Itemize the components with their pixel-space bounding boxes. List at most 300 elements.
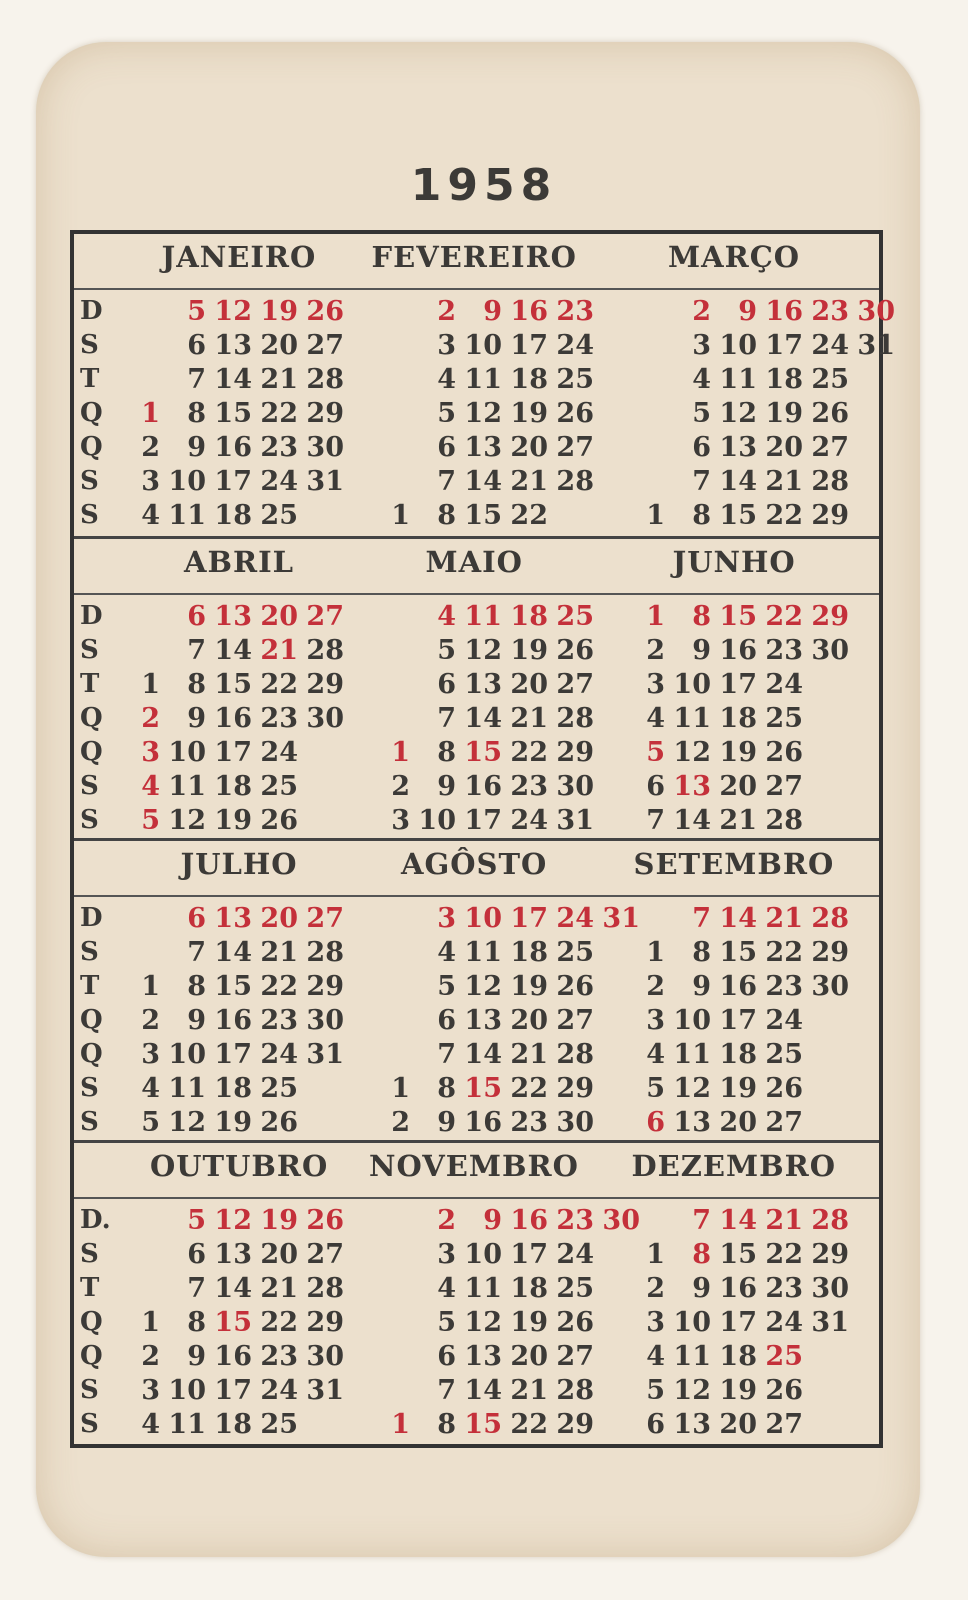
calendar-day: 8 <box>187 1307 206 1338</box>
calendar-day: 8 <box>437 500 456 531</box>
calendar-day: 16 <box>510 296 548 327</box>
calendar-day: 15 <box>214 669 252 700</box>
calendar-day: 12 <box>464 1307 502 1338</box>
calendar-day: 17 <box>719 669 757 700</box>
calendar-day: 12 <box>214 296 252 327</box>
calendar-day: 23 <box>765 635 803 666</box>
calendar-day: 31 <box>306 1375 344 1406</box>
calendar-day: 25 <box>765 703 803 734</box>
calendar-day: 9 <box>692 971 711 1002</box>
calendar-day: 25 <box>260 1409 298 1440</box>
calendar-day: 6 <box>437 1005 456 1036</box>
calendar-day: 31 <box>857 330 895 361</box>
calendar-day: 15 <box>214 398 252 429</box>
calendar-day: 22 <box>260 669 298 700</box>
calendar-day: 27 <box>306 1239 344 1270</box>
calendar-day: 8 <box>187 398 206 429</box>
calendar-day: 9 <box>692 635 711 666</box>
calendar-day: 27 <box>811 432 849 463</box>
calendar-day: 13 <box>214 601 252 632</box>
calendar-day: 3 <box>391 805 410 836</box>
month-name: NOVEMBRO <box>369 1149 579 1183</box>
calendar-day: 11 <box>673 703 711 734</box>
calendar-day: 21 <box>510 1375 548 1406</box>
calendar-day: 18 <box>765 364 803 395</box>
calendar-day: 10 <box>168 466 206 497</box>
calendar-day: 1 <box>646 601 665 632</box>
weekday-letter: S <box>80 635 99 665</box>
calendar-day: 10 <box>673 1005 711 1036</box>
calendar-day: 8 <box>692 1239 711 1270</box>
calendar-day: 13 <box>719 432 757 463</box>
calendar-day: 16 <box>765 296 803 327</box>
calendar-day: 21 <box>765 466 803 497</box>
calendar-day: 8 <box>692 601 711 632</box>
calendar-day: 20 <box>510 1005 548 1036</box>
calendar-day: 20 <box>765 432 803 463</box>
calendar-day: 4 <box>646 1039 665 1070</box>
weekday-letter: S <box>80 805 99 835</box>
calendar-day: 26 <box>556 398 594 429</box>
calendar-day: 5 <box>646 1375 665 1406</box>
calendar-day: 5 <box>646 1073 665 1104</box>
month-name: AGÔSTO <box>401 847 548 881</box>
calendar-day: 8 <box>437 1073 456 1104</box>
calendar-day: 13 <box>214 903 252 934</box>
calendar-day: 30 <box>556 771 594 802</box>
calendar-day: 28 <box>556 466 594 497</box>
weekday-letter: D <box>80 296 103 326</box>
calendar-day: 1 <box>646 1239 665 1270</box>
calendar-day: 4 <box>646 703 665 734</box>
calendar-day: 30 <box>556 1107 594 1138</box>
calendar-day: 28 <box>765 805 803 836</box>
calendar-day: 27 <box>556 1005 594 1036</box>
calendar-day: 6 <box>187 330 206 361</box>
calendar-year: 1958 <box>410 160 558 211</box>
calendar-day: 18 <box>510 1273 548 1304</box>
calendar-day: 26 <box>765 1073 803 1104</box>
calendar-day: 15 <box>214 1307 252 1338</box>
calendar-day: 22 <box>765 601 803 632</box>
calendar-day: 12 <box>673 737 711 768</box>
calendar-day: 13 <box>214 330 252 361</box>
weekday-letter: S <box>80 500 99 530</box>
calendar-day: 19 <box>214 805 252 836</box>
calendar-day: 19 <box>260 1205 298 1236</box>
calendar-day: 3 <box>437 903 456 934</box>
calendar-day: 28 <box>306 937 344 968</box>
calendar-day: 22 <box>510 500 548 531</box>
calendar-day: 26 <box>556 1307 594 1338</box>
calendar-day: 28 <box>811 903 849 934</box>
calendar-day: 14 <box>673 805 711 836</box>
calendar-day: 23 <box>765 971 803 1002</box>
calendar-day: 1 <box>141 971 160 1002</box>
calendar-day: 12 <box>464 635 502 666</box>
weekday-letter: T <box>80 971 100 1001</box>
weekday-letter: Q <box>80 398 103 428</box>
calendar-day: 22 <box>510 1073 548 1104</box>
calendar-day: 27 <box>765 1409 803 1440</box>
calendar-day: 5 <box>692 398 711 429</box>
calendar-day: 20 <box>260 1239 298 1270</box>
calendar-day: 31 <box>306 1039 344 1070</box>
calendar-day: 25 <box>260 500 298 531</box>
calendar-day: 24 <box>765 669 803 700</box>
calendar-day: 15 <box>719 937 757 968</box>
calendar-day: 29 <box>556 737 594 768</box>
calendar-day: 6 <box>187 601 206 632</box>
calendar-day: 15 <box>464 1409 502 1440</box>
calendar-day: 20 <box>510 432 548 463</box>
calendar-day: 2 <box>646 971 665 1002</box>
calendar-day: 10 <box>168 737 206 768</box>
month-name: MAIO <box>425 545 523 579</box>
calendar-day: 27 <box>765 771 803 802</box>
weekday-letter: Q <box>80 1005 103 1035</box>
calendar-day: 27 <box>306 601 344 632</box>
weekday-letter: Q <box>80 432 103 462</box>
calendar-day: 10 <box>673 669 711 700</box>
calendar-day: 23 <box>510 771 548 802</box>
calendar-day: 15 <box>464 500 502 531</box>
weekday-letter: D. <box>80 1205 111 1235</box>
calendar-day: 7 <box>437 466 456 497</box>
calendar-day: 6 <box>646 771 665 802</box>
calendar-day: 17 <box>214 1039 252 1070</box>
calendar-day: 25 <box>556 937 594 968</box>
month-name: OUTUBRO <box>150 1149 329 1183</box>
calendar-day: 6 <box>187 1239 206 1270</box>
calendar-day: 15 <box>464 737 502 768</box>
calendar-day: 18 <box>510 364 548 395</box>
calendar-day: 9 <box>437 1107 456 1138</box>
calendar-day: 15 <box>214 971 252 1002</box>
calendar-day: 11 <box>168 1409 206 1440</box>
calendar-day: 27 <box>765 1107 803 1138</box>
calendar-day: 25 <box>556 1273 594 1304</box>
calendar-grid <box>70 230 895 1448</box>
calendar-day: 4 <box>141 500 160 531</box>
calendar-day: 17 <box>719 1005 757 1036</box>
calendar-day: 7 <box>187 937 206 968</box>
month-name: JULHO <box>180 847 298 881</box>
calendar-day: 21 <box>260 364 298 395</box>
calendar-day: 14 <box>214 635 252 666</box>
weekday-letter: Q <box>80 1307 103 1337</box>
calendar-day: 28 <box>556 1375 594 1406</box>
calendar-day: 30 <box>306 1341 344 1372</box>
calendar-day: 24 <box>811 330 849 361</box>
calendar-day: 1 <box>141 669 160 700</box>
calendar-day: 29 <box>306 1307 344 1338</box>
calendar-day: 8 <box>692 937 711 968</box>
calendar-day: 9 <box>187 1341 206 1372</box>
weekday-letter: S <box>80 1107 99 1137</box>
calendar-day: 7 <box>692 903 711 934</box>
calendar-day: 29 <box>306 398 344 429</box>
calendar-day: 26 <box>765 737 803 768</box>
calendar-day: 9 <box>483 296 502 327</box>
calendar-day: 11 <box>168 1073 206 1104</box>
calendar-day: 30 <box>306 432 344 463</box>
calendar-day: 25 <box>765 1039 803 1070</box>
calendar-day: 17 <box>464 805 502 836</box>
calendar-day: 12 <box>673 1375 711 1406</box>
calendar-day: 24 <box>260 1039 298 1070</box>
calendar-day: 4 <box>437 1273 456 1304</box>
calendar-day: 14 <box>214 1273 252 1304</box>
calendar-day: 25 <box>556 364 594 395</box>
calendar-day: 20 <box>719 1107 757 1138</box>
calendar-day: 17 <box>765 330 803 361</box>
calendar-day: 28 <box>556 1039 594 1070</box>
calendar-day: 4 <box>141 771 160 802</box>
calendar-day: 15 <box>719 601 757 632</box>
calendar-day: 11 <box>464 364 502 395</box>
calendar-day: 6 <box>187 903 206 934</box>
calendar-day: 16 <box>214 1005 252 1036</box>
calendar-day: 13 <box>214 1239 252 1270</box>
calendar-day: 22 <box>510 1409 548 1440</box>
calendar-day: 27 <box>306 330 344 361</box>
calendar-day: 24 <box>260 737 298 768</box>
calendar-day: 24 <box>556 1239 594 1270</box>
calendar-day: 18 <box>510 601 548 632</box>
calendar-day: 2 <box>391 771 410 802</box>
calendar-day: 14 <box>464 703 502 734</box>
weekday-letter: S <box>80 1375 99 1405</box>
calendar-day: 24 <box>765 1005 803 1036</box>
calendar-day: 23 <box>556 296 594 327</box>
calendar-day: 25 <box>260 771 298 802</box>
calendar-day: 23 <box>260 703 298 734</box>
weekday-letter: T <box>80 1273 100 1303</box>
calendar-day: 5 <box>141 1107 160 1138</box>
calendar-day: 13 <box>673 1107 711 1138</box>
calendar-day: 13 <box>464 1341 502 1372</box>
calendar-day: 6 <box>646 1107 665 1138</box>
calendar-day: 21 <box>510 466 548 497</box>
month-name: SETEMBRO <box>633 847 835 881</box>
calendar-day: 16 <box>510 1205 548 1236</box>
calendar-day: 28 <box>306 364 344 395</box>
calendar-day: 18 <box>719 1039 757 1070</box>
calendar-day: 6 <box>437 669 456 700</box>
calendar-day: 28 <box>811 1205 849 1236</box>
calendar-day: 8 <box>187 971 206 1002</box>
calendar-day: 24 <box>510 805 548 836</box>
calendar-day: 29 <box>556 1073 594 1104</box>
calendar-day: 9 <box>692 1273 711 1304</box>
calendar-day: 28 <box>556 703 594 734</box>
calendar-day: 19 <box>510 1307 548 1338</box>
calendar-day: 5 <box>187 296 206 327</box>
calendar-day: 1 <box>141 398 160 429</box>
calendar-day: 30 <box>811 971 849 1002</box>
calendar-day: 23 <box>556 1205 594 1236</box>
month-name: ABRIL <box>184 545 295 579</box>
calendar-day: 18 <box>510 937 548 968</box>
calendar-day: 23 <box>811 296 849 327</box>
calendar-day: 2 <box>141 703 160 734</box>
calendar-day: 19 <box>510 971 548 1002</box>
calendar-day: 8 <box>437 737 456 768</box>
calendar-day: 18 <box>719 1341 757 1372</box>
calendar-day: 19 <box>510 635 548 666</box>
calendar-day: 7 <box>437 1039 456 1070</box>
calendar-day: 4 <box>437 937 456 968</box>
calendar-day: 21 <box>765 1205 803 1236</box>
weekday-letter: T <box>80 364 100 394</box>
calendar-day: 13 <box>673 1409 711 1440</box>
calendar-day: 2 <box>692 296 711 327</box>
calendar-day: 19 <box>510 398 548 429</box>
calendar-day: 28 <box>306 1273 344 1304</box>
weekday-letter: D <box>80 903 103 933</box>
calendar-day: 14 <box>719 1205 757 1236</box>
calendar-day: 2 <box>646 635 665 666</box>
calendar-day: 10 <box>464 903 502 934</box>
calendar-day: 18 <box>214 500 252 531</box>
calendar-day: 20 <box>510 669 548 700</box>
calendar-day: 7 <box>187 1273 206 1304</box>
calendar-day: 2 <box>141 1005 160 1036</box>
quarter-1 <box>74 234 895 536</box>
calendar-day: 30 <box>306 703 344 734</box>
calendar-day: 19 <box>719 1375 757 1406</box>
calendar-day: 30 <box>306 1005 344 1036</box>
calendar-day: 9 <box>187 432 206 463</box>
calendar-day: 26 <box>556 971 594 1002</box>
weekday-letter: S <box>80 466 99 496</box>
calendar-day: 22 <box>260 971 298 1002</box>
calendar-day: 16 <box>719 1273 757 1304</box>
weekday-letter: Q <box>80 703 103 733</box>
calendar-day: 25 <box>260 1073 298 1104</box>
calendar-day: 14 <box>464 1375 502 1406</box>
calendar-day: 31 <box>556 805 594 836</box>
calendar-day: 26 <box>306 296 344 327</box>
calendar-day: 18 <box>719 703 757 734</box>
calendar-day: 1 <box>391 737 410 768</box>
calendar-day: 20 <box>719 1409 757 1440</box>
calendar-day: 12 <box>168 1107 206 1138</box>
calendar-day: 31 <box>306 466 344 497</box>
calendar-day: 10 <box>673 1307 711 1338</box>
calendar-day: 14 <box>464 466 502 497</box>
weekday-letter: Q <box>80 1039 103 1069</box>
calendar-day: 29 <box>556 1409 594 1440</box>
calendar-day: 18 <box>214 771 252 802</box>
calendar-day: 24 <box>556 330 594 361</box>
calendar-day: 5 <box>646 737 665 768</box>
calendar-day: 4 <box>141 1409 160 1440</box>
calendar-day: 14 <box>719 466 757 497</box>
calendar-day: 4 <box>437 364 456 395</box>
calendar-day: 30 <box>602 1205 640 1236</box>
month-name: JANEIRO <box>161 240 317 274</box>
calendar-day: 21 <box>765 903 803 934</box>
calendar-day: 1 <box>391 1409 410 1440</box>
calendar-day: 19 <box>765 398 803 429</box>
calendar-day: 16 <box>214 432 252 463</box>
calendar-day: 15 <box>719 500 757 531</box>
calendar-day: 17 <box>214 737 252 768</box>
calendar-day: 7 <box>646 805 665 836</box>
calendar-day: 12 <box>464 971 502 1002</box>
calendar-day: 17 <box>510 330 548 361</box>
calendar-day: 8 <box>187 669 206 700</box>
calendar-day: 6 <box>692 432 711 463</box>
calendar-day: 20 <box>260 601 298 632</box>
calendar-day: 23 <box>260 1341 298 1372</box>
weekday-letter: Q <box>80 737 103 767</box>
calendar-day: 1 <box>391 500 410 531</box>
calendar-day: 10 <box>464 330 502 361</box>
calendar-day: 27 <box>556 669 594 700</box>
calendar-day: 21 <box>510 703 548 734</box>
calendar-day: 23 <box>260 1005 298 1036</box>
calendar-day: 4 <box>646 1341 665 1372</box>
calendar-day: 20 <box>510 1341 548 1372</box>
month-name: FEVEREIRO <box>371 240 577 274</box>
calendar-day: 29 <box>811 1239 849 1270</box>
calendar-day: 10 <box>418 805 456 836</box>
calendar-day: 4 <box>437 601 456 632</box>
calendar-day: 17 <box>214 466 252 497</box>
calendar-day: 22 <box>765 1239 803 1270</box>
calendar-day: 22 <box>765 500 803 531</box>
calendar-day: 19 <box>214 1107 252 1138</box>
calendar-day: 16 <box>464 1107 502 1138</box>
calendar-day: 30 <box>811 1273 849 1304</box>
calendar-day: 19 <box>719 1073 757 1104</box>
calendar-day: 14 <box>214 937 252 968</box>
calendar-day: 27 <box>556 432 594 463</box>
calendar-day: 16 <box>214 1341 252 1372</box>
calendar-day: 24 <box>260 1375 298 1406</box>
weekday-letter: S <box>80 771 99 801</box>
weekday-letter: S <box>80 937 99 967</box>
calendar-day: 9 <box>738 296 757 327</box>
calendar-day: 14 <box>464 1039 502 1070</box>
calendar-day: 13 <box>464 432 502 463</box>
weekday-letter: T <box>80 669 100 699</box>
calendar-day: 25 <box>811 364 849 395</box>
calendar-day: 10 <box>719 330 757 361</box>
calendar-day: 30 <box>857 296 895 327</box>
calendar-day: 23 <box>510 1107 548 1138</box>
calendar-day: 3 <box>141 1375 160 1406</box>
calendar-day: 5 <box>437 635 456 666</box>
calendar-day: 2 <box>437 1205 456 1236</box>
calendar-day: 6 <box>437 432 456 463</box>
month-name: DEZEMBRO <box>631 1149 837 1183</box>
calendar-day: 12 <box>464 398 502 429</box>
calendar-day: 24 <box>556 903 594 934</box>
weekday-letter: S <box>80 1073 99 1103</box>
calendar-day: 9 <box>483 1205 502 1236</box>
calendar-day: 31 <box>811 1307 849 1338</box>
calendar-day: 9 <box>437 771 456 802</box>
calendar-day: 3 <box>437 330 456 361</box>
calendar-day: 3 <box>141 466 160 497</box>
calendar-day: 21 <box>719 805 757 836</box>
calendar-day: 29 <box>306 971 344 1002</box>
month-name: MARÇO <box>668 240 801 274</box>
